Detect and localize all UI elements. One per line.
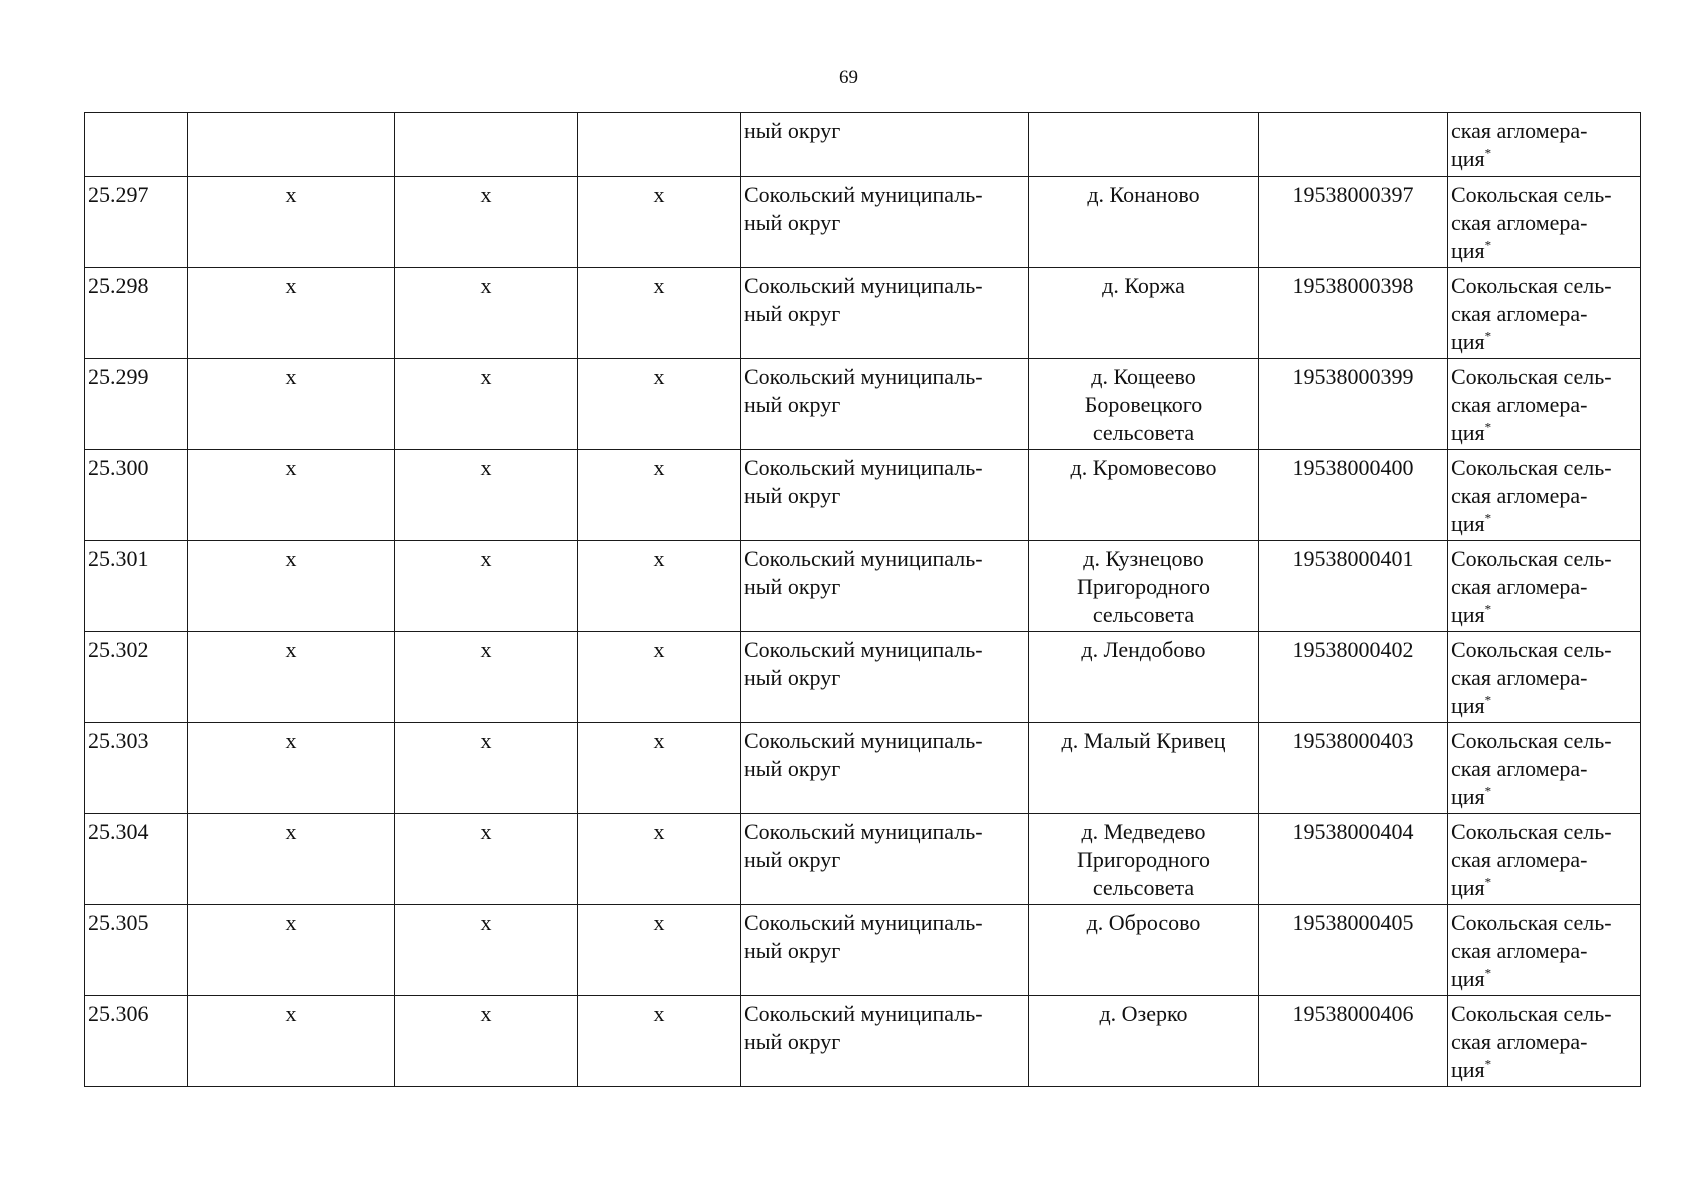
cell-col4: х [578, 996, 741, 1087]
cell-col4: х [578, 450, 741, 541]
cell-col4: х [578, 814, 741, 905]
cell-col3: х [395, 723, 578, 814]
table-row [85, 450, 1641, 541]
agglomeration-text: Сокольская сель- ская агломера- ция [1451, 728, 1612, 809]
cell-col2: х [188, 268, 395, 359]
cell-agglomeration [1448, 177, 1641, 268]
cell-agglomeration [1448, 905, 1641, 996]
cell-col4: х [578, 359, 741, 450]
cell-col3: х [395, 814, 578, 905]
cell-col2: х [188, 359, 395, 450]
cell-locality: д. Конаново [1029, 177, 1259, 268]
agglomeration-text: ская агломера- ция [1451, 118, 1588, 171]
cell-municipality: Сокольский муниципаль- ный округ [741, 814, 1029, 905]
agglomeration-text: Сокольская сель- ская агломера- ция [1451, 910, 1612, 991]
page-number: 69 [839, 67, 858, 88]
footnote-mark: * [1484, 1056, 1492, 1072]
cell-col4: х [578, 268, 741, 359]
footnote-mark: * [1484, 145, 1492, 161]
cell-num: 25.301 [85, 541, 188, 632]
cell-num [85, 113, 188, 177]
cell-code [1259, 113, 1448, 177]
cell-col3: х [395, 905, 578, 996]
table-row [85, 268, 1641, 359]
footnote-mark: * [1484, 237, 1492, 253]
cell-locality: д. Кромовесово [1029, 450, 1259, 541]
footnote-mark: * [1484, 692, 1492, 708]
table-row [85, 541, 1641, 632]
cell-num: 25.300 [85, 450, 188, 541]
cell-col2: х [188, 996, 395, 1087]
cell-agglomeration [1448, 996, 1641, 1087]
table-row [85, 814, 1641, 905]
cell-code: 19538000397 [1259, 177, 1448, 268]
cell-num: 25.306 [85, 996, 188, 1087]
cell-col3: х [395, 450, 578, 541]
cell-municipality: Сокольский муниципаль- ный округ [741, 268, 1029, 359]
footnote-mark: * [1484, 328, 1492, 344]
cell-col4: х [578, 177, 741, 268]
cell-num: 25.298 [85, 268, 188, 359]
cell-locality: д. Кузнецово Пригородного сельсовета [1029, 541, 1259, 632]
cell-locality: д. Озерко [1029, 996, 1259, 1087]
footnote-mark: * [1484, 419, 1492, 435]
cell-code: 19538000405 [1259, 905, 1448, 996]
cell-code: 19538000398 [1259, 268, 1448, 359]
footnote-mark: * [1484, 510, 1492, 526]
cell-municipality: Сокольский муниципаль- ный округ [741, 359, 1029, 450]
cell-locality: д. Коржа [1029, 268, 1259, 359]
agglomeration-text: Сокольская сель- ская агломера- ция [1451, 182, 1612, 263]
cell-col3 [395, 113, 578, 177]
cell-col4: х [578, 723, 741, 814]
table-row-continuation [85, 113, 1641, 177]
cell-col3: х [395, 268, 578, 359]
table-row [85, 359, 1641, 450]
cell-col4: х [578, 632, 741, 723]
cell-num: 25.304 [85, 814, 188, 905]
cell-code: 19538000399 [1259, 359, 1448, 450]
agglomeration-text: Сокольская сель- ская агломера- ция [1451, 546, 1612, 627]
cell-code: 19538000406 [1259, 996, 1448, 1087]
footnote-mark: * [1484, 783, 1492, 799]
cell-col4: х [578, 905, 741, 996]
cell-col3: х [395, 359, 578, 450]
cell-municipality: ный округ [741, 113, 1029, 177]
cell-agglomeration [1448, 359, 1641, 450]
settlements-table [84, 112, 1641, 1087]
cell-locality: д. Медведево Пригородного сельсовета [1029, 814, 1259, 905]
cell-municipality: Сокольский муниципаль- ный округ [741, 450, 1029, 541]
cell-agglomeration [1448, 113, 1641, 177]
cell-num: 25.302 [85, 632, 188, 723]
cell-col3: х [395, 541, 578, 632]
agglomeration-text: Сокольская сель- ская агломера- ция [1451, 273, 1612, 354]
table-row [85, 177, 1641, 268]
agglomeration-text: Сокольская сель- ская агломера- ция [1451, 364, 1612, 445]
cell-col2: х [188, 632, 395, 723]
cell-municipality: Сокольский муниципаль- ный округ [741, 996, 1029, 1087]
cell-municipality: Сокольский муниципаль- ный округ [741, 632, 1029, 723]
cell-num: 25.299 [85, 359, 188, 450]
footnote-mark: * [1484, 965, 1492, 981]
cell-code: 19538000400 [1259, 450, 1448, 541]
agglomeration-text: Сокольская сель- ская агломера- ция [1451, 819, 1612, 900]
table-row [85, 905, 1641, 996]
cell-agglomeration [1448, 450, 1641, 541]
cell-col4 [578, 113, 741, 177]
agglomeration-text: Сокольская сель- ская агломера- ция [1451, 1001, 1612, 1082]
cell-locality: д. Обросово [1029, 905, 1259, 996]
cell-municipality: Сокольский муниципаль- ный округ [741, 177, 1029, 268]
cell-municipality: Сокольский муниципаль- ный округ [741, 905, 1029, 996]
cell-col3: х [395, 177, 578, 268]
cell-code: 19538000401 [1259, 541, 1448, 632]
cell-locality: д. Малый Кривец [1029, 723, 1259, 814]
cell-locality: д. Лендобово [1029, 632, 1259, 723]
cell-col4: х [578, 541, 741, 632]
cell-col2: х [188, 541, 395, 632]
cell-locality [1029, 113, 1259, 177]
cell-col2 [188, 113, 395, 177]
table-row [85, 723, 1641, 814]
cell-code: 19538000402 [1259, 632, 1448, 723]
table-row [85, 632, 1641, 723]
cell-col2: х [188, 723, 395, 814]
table-row [85, 996, 1641, 1087]
cell-agglomeration [1448, 632, 1641, 723]
cell-agglomeration [1448, 814, 1641, 905]
cell-code: 19538000403 [1259, 723, 1448, 814]
cell-agglomeration [1448, 268, 1641, 359]
footnote-mark: * [1484, 874, 1492, 890]
footnote-mark: * [1484, 601, 1492, 617]
cell-col2: х [188, 814, 395, 905]
cell-code: 19538000404 [1259, 814, 1448, 905]
cell-col2: х [188, 450, 395, 541]
agglomeration-text: Сокольская сель- ская агломера- ция [1451, 455, 1612, 536]
cell-agglomeration [1448, 541, 1641, 632]
cell-col2: х [188, 177, 395, 268]
cell-num: 25.303 [85, 723, 188, 814]
cell-num: 25.297 [85, 177, 188, 268]
cell-municipality: Сокольский муниципаль- ный округ [741, 723, 1029, 814]
cell-col2: х [188, 905, 395, 996]
cell-locality: д. Кощеево Боровецкого сельсовета [1029, 359, 1259, 450]
cell-municipality: Сокольский муниципаль- ный округ [741, 541, 1029, 632]
agglomeration-text: Сокольская сель- ская агломера- ция [1451, 637, 1612, 718]
cell-col3: х [395, 996, 578, 1087]
cell-agglomeration [1448, 723, 1641, 814]
cell-num: 25.305 [85, 905, 188, 996]
cell-col3: х [395, 632, 578, 723]
